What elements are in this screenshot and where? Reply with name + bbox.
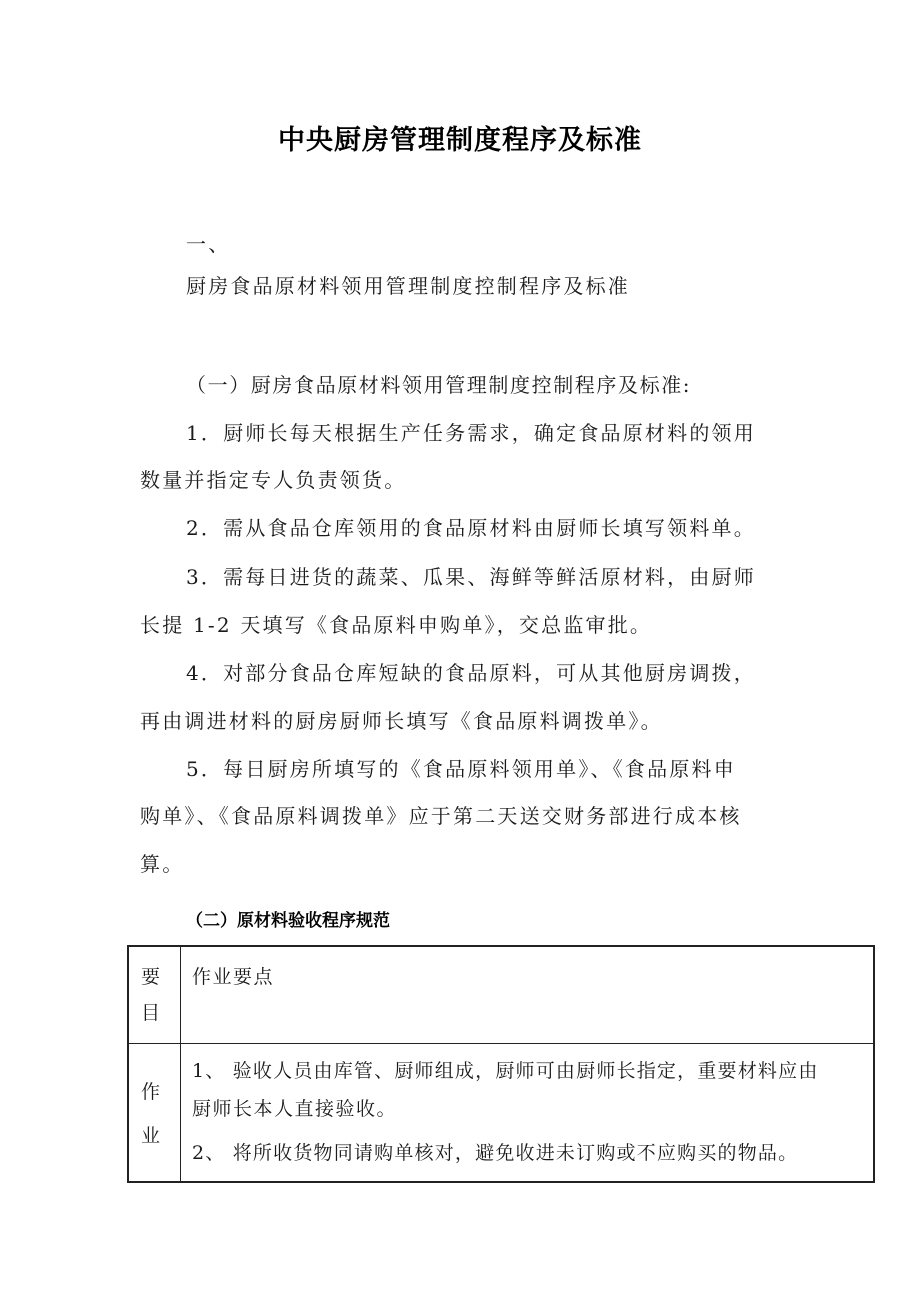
- item-1-line-1: 1．厨师长每天根据生产任务需求，确定食品原材料的领用: [186, 421, 756, 445]
- header-col1-line-1: 要: [141, 966, 162, 988]
- item-2-line-1: 2．需从食品仓库领用的食品原材料由厨师长填写领料单。: [186, 516, 756, 540]
- item-4-line-1: 4．对部分食品仓库短缺的食品原料，可从其他厨房调拨，: [186, 661, 756, 685]
- item-1-line-2: 数量并指定专人负责领货。: [140, 468, 407, 492]
- row1-point-1-line-2: 厨师长本人直接验收。: [192, 1098, 398, 1120]
- row1-point-2-line-1: 2、 将所收货物同请购单核对，避免收进未订购或不应购买的物品。: [192, 1142, 799, 1164]
- table-row-divider: [129, 1043, 873, 1044]
- header-col2: 作业要点: [192, 966, 275, 988]
- item-5-line-3: 算。: [140, 852, 185, 876]
- item-5-line-1: 5．每日厨房所填写的《食品原料领用单》、《食品原料申: [186, 757, 736, 781]
- acceptance-procedure-table: [127, 945, 875, 1183]
- section-number: 一、: [186, 232, 231, 256]
- item-5-line-2: 购单》、《食品原料调拨单》应于第二天送交财务部进行成本核: [140, 804, 742, 828]
- row1-col1-line-2: 业: [141, 1125, 162, 1147]
- subsection-2-heading: （二）原材料验收程序规范: [186, 911, 390, 931]
- section-title: 厨房食品原材料领用管理制度控制程序及标准: [186, 274, 630, 298]
- table-column-divider: [180, 947, 181, 1181]
- subsection-1-heading: （一）厨房食品原材料领用管理制度控制程序及标准:: [186, 373, 692, 397]
- header-col1-line-2: 目: [141, 1002, 162, 1024]
- document-title: 中央厨房管理制度程序及标准: [278, 125, 642, 156]
- item-3-line-2: 长提 1-2 天填写《食品原料申购单》，交总监审批。: [140, 613, 653, 637]
- row1-col1-line-1: 作: [141, 1081, 162, 1103]
- row1-point-1-line-1: 1、 验收人员由库管、厨师组成，厨师可由厨师长指定，重要材料应由: [192, 1060, 819, 1082]
- item-3-line-1: 3．需每日进货的蔬菜、瓜果、海鲜等鲜活原材料，由厨师: [186, 565, 756, 589]
- item-4-line-2: 再由调进材料的厨房厨师长填写《食品原料调拨单》。: [140, 709, 663, 733]
